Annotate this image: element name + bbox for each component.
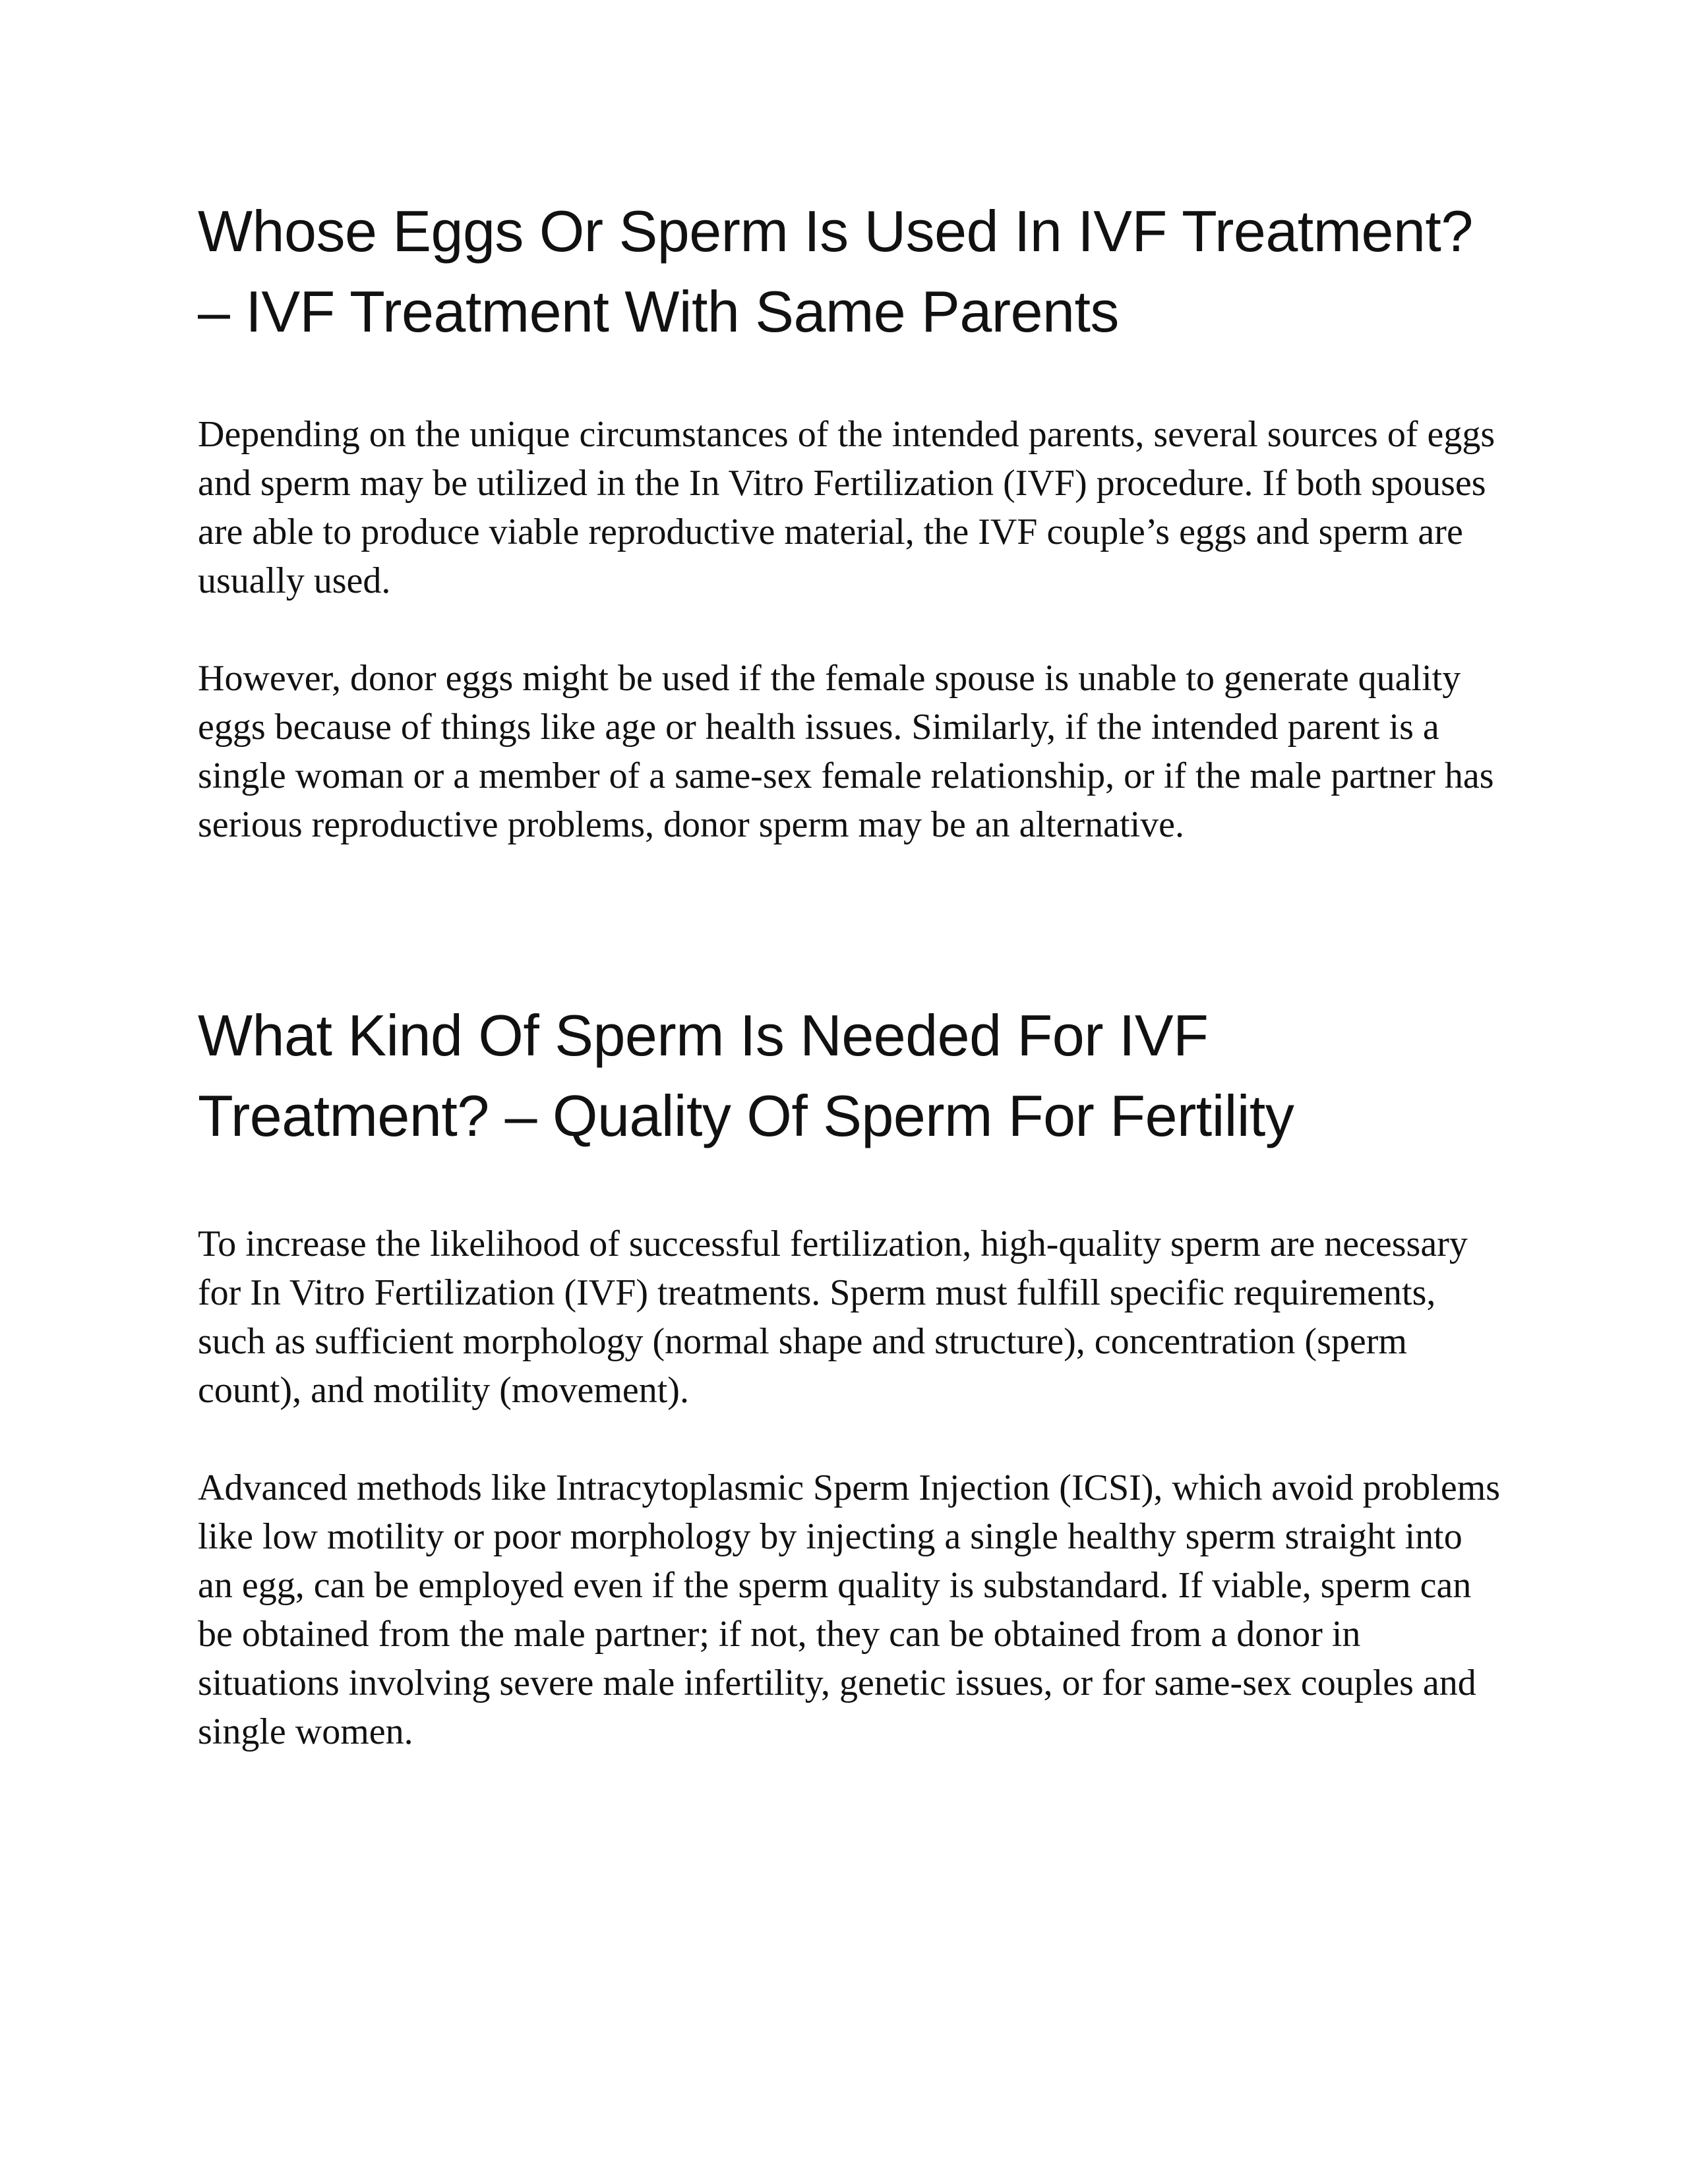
section-egg-sperm-sources — [198, 191, 1503, 849]
document-page — [198, 191, 1503, 1756]
paragraph: Depending on the unique circumstances of the intended parents, several sources of eggs and sperm may be utilized in the In Vitro Fertilization (IVF) procedure. If both spouses are able to produce viable reproductive material, the IVF couple’s eggs and sperm are usually used. — [198, 414, 1495, 601]
section-sperm-quality — [198, 995, 1503, 1756]
section-heading: What Kind Of Sperm Is Needed For IVF Treatment? – Quality Of Sperm For Fertility — [198, 1003, 1294, 1148]
paragraph: However, donor eggs might be used if the female spouse is unable to generate quality eggs because of things like age or health issues. Similarly, if the intended parent is a single woman or a member of a same-sex female relationship, or if the male partner has serious reproductive problems, donor sperm may be an alternative. — [198, 658, 1494, 845]
section-heading: Whose Eggs Or Sperm Is Used In IVF Treatment? – IVF Treatment With Same Parents — [198, 198, 1473, 344]
paragraph: Advanced methods like Intracytoplasmic Sperm Injection (ICSI), which avoid problems like low motility or poor morphology by injecting a single healthy sperm straight into an egg, can be employed even if the sperm quality is substandard. If viable, sperm can be obtained from the male partner; if not, they can be obtained from a donor in situations involving severe male infertility, genetic issues, or for same-sex couples and single women. — [198, 1467, 1501, 1752]
paragraph: To increase the likelihood of successful fertilization, high-quality sperm are necessary for In Vitro Fertilization (IVF) treatments. Sperm must fulfill specific requirements, such as sufficient morphology (normal shape and structure), concentration (sperm count), and motility (movement). — [198, 1224, 1468, 1411]
